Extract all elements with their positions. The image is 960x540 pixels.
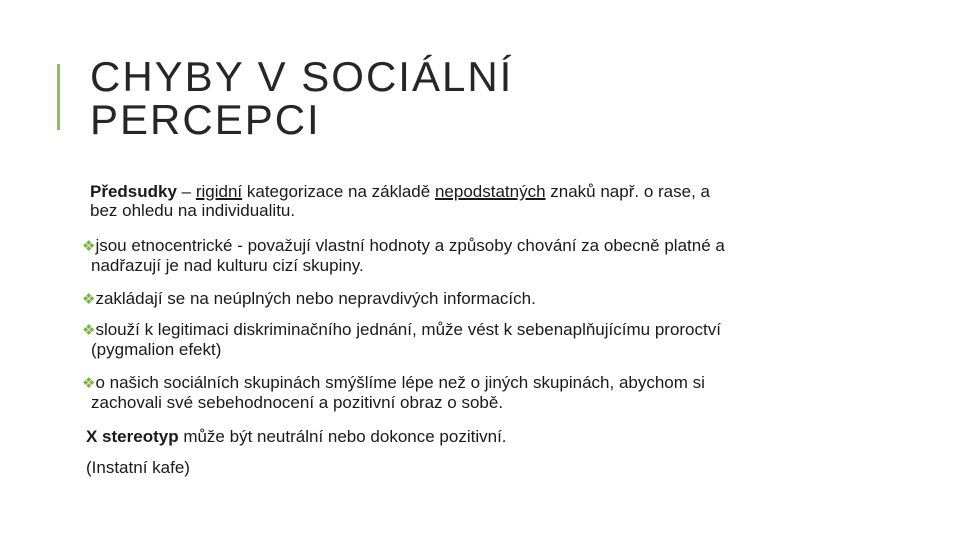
intro-text-a: kategorizace na základě [242,182,435,201]
bullet-4-line-1: o našich sociálních skupinách smýšlíme lépe než o jiných skupinách, abychom si [95,373,705,392]
bullet-2-line-1: zakládají se na neúplných nebo nepravdivých informacích. [95,289,536,308]
intro-line-2: bez ohledu na individualitu. [90,201,296,220]
bullet-item [82,320,852,359]
slide-title [90,55,690,141]
note-paragraph [86,458,856,477]
bullet-item [82,289,852,309]
bullet-3-line-1: slouží k legitimaci diskriminačního jednání, může vést k sebenaplňujícímu proroctví [95,320,721,339]
term-x-stereotyp: X stereotyp [86,427,179,446]
title-line-1: CHYBY V SOCIÁLNÍ [90,53,514,100]
intro-dash: – [176,182,196,201]
stereotype-text: může být neutrální nebo dokonce pozitivní. [178,427,507,446]
title-line-2: PERCEPCI [90,96,321,143]
intro-paragraph [90,182,860,220]
diamond-bullet-icon: ❖ [82,290,96,308]
word-rigidni: rigidní [195,182,243,201]
word-nepodstatnych: nepodstatných [434,182,546,201]
note-text: (Instatní kafe) [86,458,190,477]
bullet-1-line-2: nadřazují je nad kulturu cizí skupiny. [91,256,364,275]
diamond-bullet-icon: ❖ [82,237,96,255]
bullet-1-line-1: jsou etnocentrické - považují vlastní hodnoty a způsoby chování za obecně platné a [95,236,725,255]
diamond-bullet-icon: ❖ [82,321,96,339]
intro-text-b: znaků např. o rase, a [545,182,710,201]
stereotype-paragraph [86,427,856,446]
diamond-bullet-icon: ❖ [82,374,96,392]
bullet-4-line-2: zachovali své sebehodnocení a pozitivní obraz o sobě. [91,393,504,412]
title-accent-bar [57,64,60,130]
bullet-3-line-2: (pygmalion efekt) [91,340,222,359]
term-predsudky: Předsudky [90,182,177,201]
bullet-item [82,236,852,275]
bullet-item [82,373,852,412]
